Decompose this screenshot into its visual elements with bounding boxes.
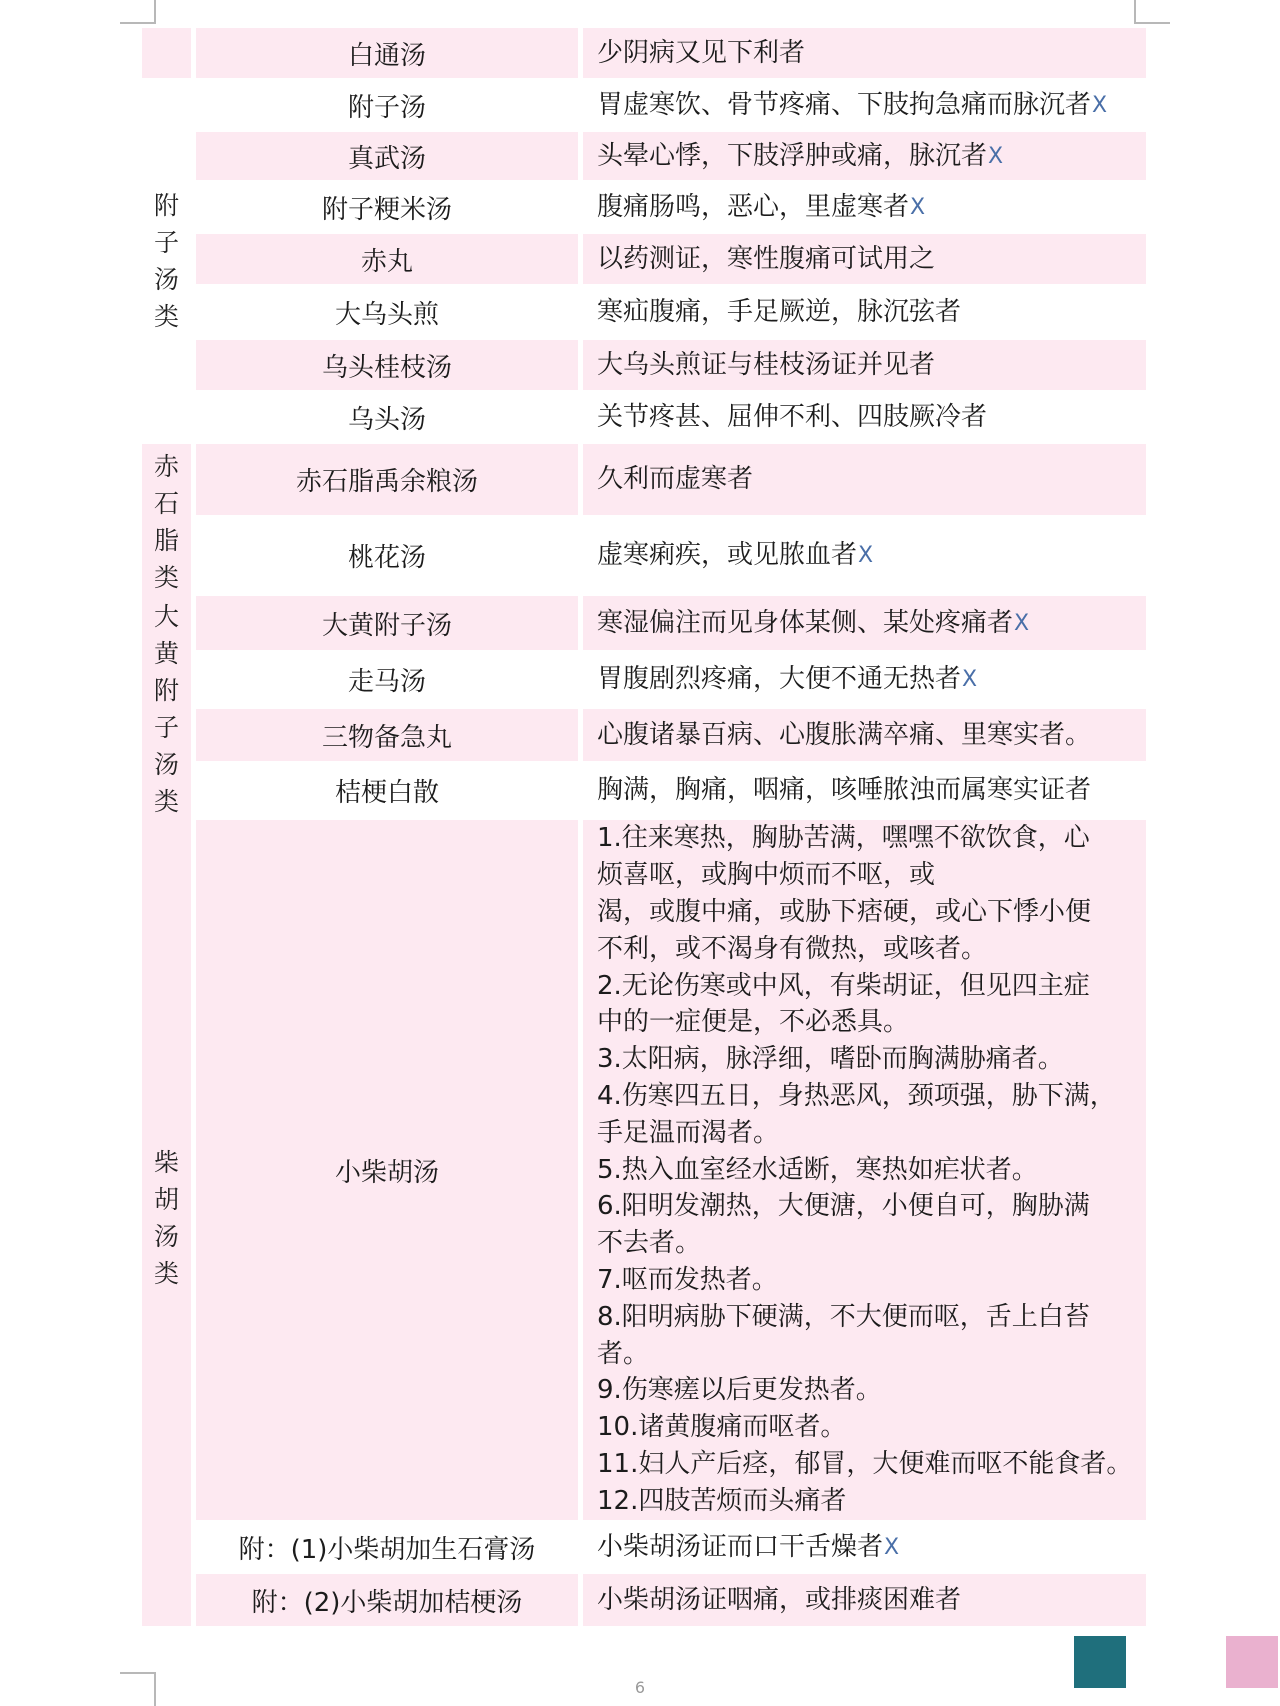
indication-line: 不利，或不渴身有微热，或咳者。: [597, 933, 988, 964]
indication: 少阴病又见下利者: [583, 28, 1146, 78]
group-label-fuzi: 附子汤类: [142, 78, 196, 444]
indication-line: 1.往来寒热，胸胁苦满，嘿嘿不欲饮食，心: [597, 823, 1090, 854]
table-row: [142, 340, 1146, 390]
formula-name: 赤丸: [196, 234, 583, 284]
indication: 以药测证，寒性腹痛可试用之: [583, 234, 1146, 284]
group-label-dahuang: 大黄附子汤类: [142, 596, 196, 820]
table-row: [142, 596, 1146, 650]
indication-line: 6.阳明发潮热，大便溏，小便自可，胸胁满: [597, 1191, 1090, 1222]
check-mark: X: [962, 667, 978, 693]
formula-name: 附子汤: [196, 78, 583, 132]
indication-line: 不去者。: [597, 1228, 702, 1259]
formula-name: 小柴胡汤: [196, 820, 583, 1520]
formula-name: 大黄附子汤: [196, 596, 583, 650]
indication: 胃虚寒饮、骨节疼痛、下肢拘急痛而脉沉者X: [583, 78, 1146, 132]
table-row: [142, 1520, 1146, 1574]
table-row: [142, 180, 1146, 234]
indication: 头晕心悸，下肢浮肿或痛，脉沉者X: [583, 132, 1146, 180]
check-mark: X: [988, 143, 1004, 169]
indication-line: 9.伤寒瘥以后更发热者。: [597, 1375, 882, 1406]
indication-line: 7.呕而发热者。: [597, 1264, 778, 1295]
indication: 虚寒痢疾，或见脓血者X: [583, 515, 1146, 596]
formula-name: 走马汤: [196, 650, 583, 709]
group-label-chaihu: 柴胡汤类: [142, 820, 196, 1626]
indication: 关节疼甚、屈伸不利、四肢厥冷者: [583, 390, 1146, 444]
crop-mark: [120, 1672, 154, 1674]
formula-name: 真武汤: [196, 132, 583, 180]
indication: 久利而虚寒者: [583, 444, 1146, 515]
indication: 心腹诸暴百病、心腹胀满卒痛、里寒实者。: [583, 709, 1146, 761]
table-row: [142, 234, 1146, 284]
page-number: 6: [634, 1678, 646, 1697]
table-row: [142, 444, 1146, 515]
table-row: [142, 650, 1146, 709]
formula-name: 赤石脂禹余粮汤: [196, 444, 583, 515]
indication-list: [583, 820, 1146, 1520]
indication-line: 5.热入血室经水适断，寒热如疟状者。: [597, 1154, 1038, 1185]
formula-name: 三物备急丸: [196, 709, 583, 761]
table-row: [142, 761, 1146, 820]
indication: 腹痛肠鸣，恶心，里虚寒者X: [583, 180, 1146, 234]
indication-line: 11.妇人产后痉，郁冒，大便难而呕不能食者。: [597, 1448, 1133, 1479]
crop-mark: [1134, 0, 1136, 24]
formula-name: 桔梗白散: [196, 761, 583, 820]
indication-line: 8.阳明病胁下硬满，不大便而呕，舌上白苔: [597, 1301, 1090, 1332]
indication-line: 3.太阳病，脉浮细，嗜卧而胸满胁痛者。: [597, 1044, 1064, 1075]
indication-line: 4.伤寒四五日，身热恶风，颈项强，胁下满，: [597, 1081, 1116, 1111]
indication-line: 者。: [597, 1338, 650, 1369]
indication: 大乌头煎证与桂枝汤证并见者: [583, 340, 1146, 390]
indication: 小柴胡汤证而口干舌燥者X: [583, 1520, 1146, 1574]
indication-line: 12.四肢苦烦而头痛者: [597, 1485, 847, 1516]
crop-mark: [154, 0, 156, 24]
indication-line: 中的一症便是，不必悉具。: [597, 1007, 910, 1038]
formula-name: 附：(1)小柴胡加生石膏汤: [196, 1520, 583, 1574]
table-row: [142, 709, 1146, 761]
check-mark: X: [1014, 610, 1030, 636]
teal-square-decoration: [1074, 1636, 1126, 1688]
check-mark: X: [1092, 92, 1108, 118]
formula-name: 乌头汤: [196, 390, 583, 444]
formula-name: 大乌头煎: [196, 284, 583, 340]
indication: 胃腹剧烈疼痛，大便不通无热者X: [583, 650, 1146, 709]
indication-line: 烦喜呕，或胸中烦而不呕，或: [597, 860, 936, 891]
formula-name: 乌头桂枝汤: [196, 340, 583, 390]
formula-table: [142, 28, 1146, 1626]
table-row: [142, 1574, 1146, 1626]
indication: 小柴胡汤证咽痛，或排痰困难者: [583, 1574, 1146, 1626]
table-row: [142, 390, 1146, 444]
indication-line: 手足温而渴者。: [597, 1117, 780, 1148]
indication-line: 10.诸黄腹痛而呕者。: [597, 1412, 847, 1443]
formula-name: 附：(2)小柴胡加桔梗汤: [196, 1574, 583, 1626]
table-row: [142, 78, 1146, 132]
indication: 寒湿偏注而见身体某侧、某处疼痛者X: [583, 596, 1146, 650]
check-mark: X: [858, 542, 874, 568]
indication: 胸满，胸痛，咽痛，咳唾脓浊而属寒实证者: [583, 761, 1146, 820]
table-row: [142, 284, 1146, 340]
formula-name: 附子粳米汤: [196, 180, 583, 234]
table-row: [142, 132, 1146, 180]
indication: 寒疝腹痛，手足厥逆，脉沉弦者: [583, 284, 1146, 340]
table-row: [142, 28, 1146, 78]
table-row: [142, 515, 1146, 596]
indication-line: 2.无论伤寒或中风，有柴胡证，但见四主症: [597, 970, 1090, 1001]
indication-line: 渴，或腹中痛，或胁下痞硬，或心下悸小便: [597, 897, 1092, 928]
group-label-chishizhi: 赤石脂类: [142, 444, 196, 596]
formula-name: 桃花汤: [196, 515, 583, 596]
check-mark: X: [910, 194, 926, 220]
check-mark: X: [884, 1534, 900, 1560]
crop-mark: [120, 22, 154, 24]
table-row: [142, 820, 1146, 1520]
formula-name: 白通汤: [196, 28, 583, 78]
pink-square-decoration: [1226, 1636, 1278, 1688]
group-cell-continued: [142, 28, 196, 78]
crop-mark: [1136, 22, 1170, 24]
